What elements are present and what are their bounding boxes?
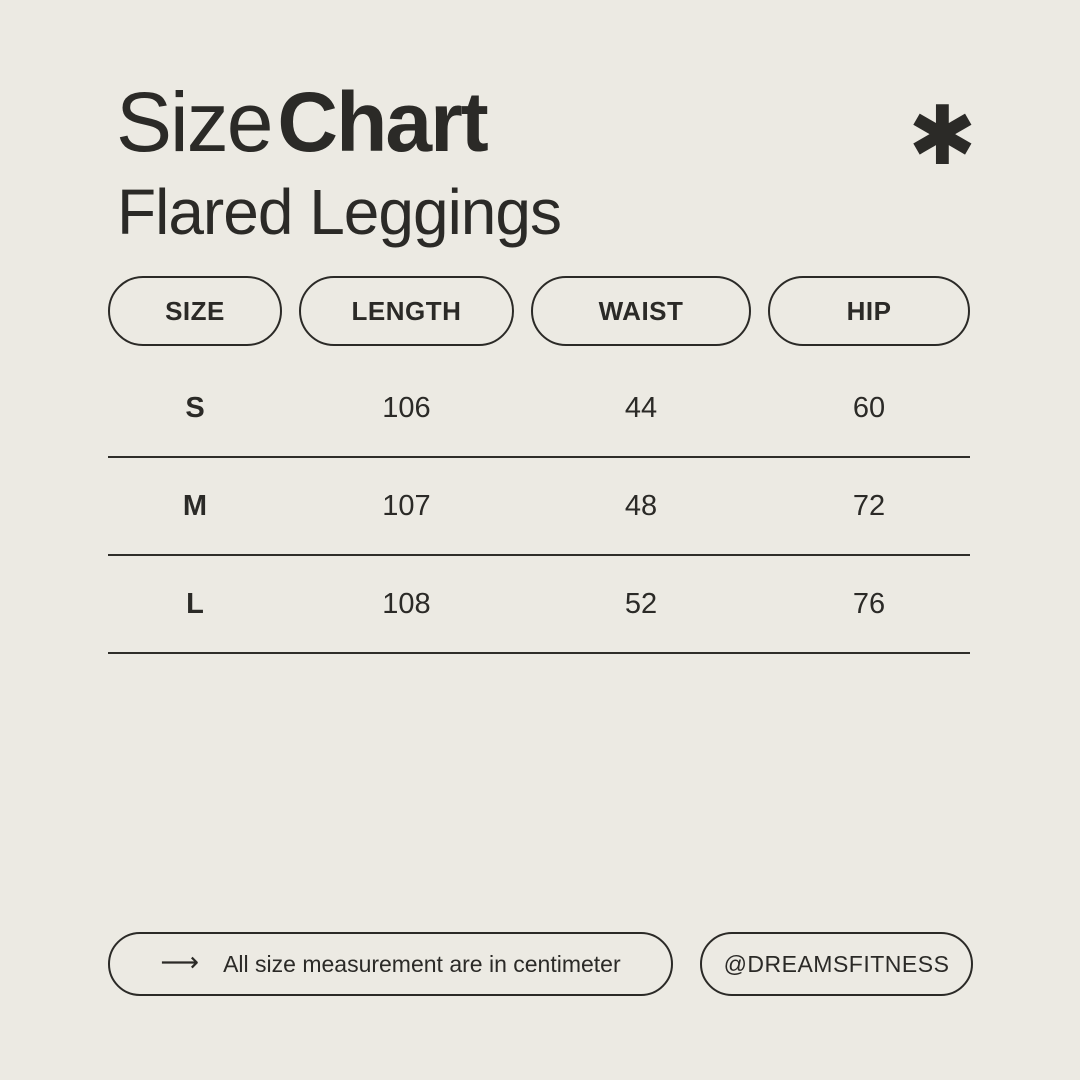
page-title <box>116 75 487 169</box>
asterisk-icon: ✱ <box>908 91 977 182</box>
measurement-note-pill <box>108 932 673 996</box>
column-header-hip: HIP <box>768 276 970 346</box>
cell-length: 106 <box>382 391 431 424</box>
size-table <box>108 360 970 654</box>
cell-hip: 60 <box>852 391 886 424</box>
column-header-length: LENGTH <box>299 276 514 346</box>
cell-hip: 76 <box>852 587 886 620</box>
cell-size: M <box>182 489 208 522</box>
table-row <box>108 556 970 654</box>
cell-waist: 48 <box>624 489 658 522</box>
page-subtitle: Flared Leggings <box>117 176 561 248</box>
brand-handle-pill <box>700 932 973 996</box>
brand-handle-text: @DREAMSFITNESS <box>723 950 950 977</box>
column-header-size: SIZE <box>108 276 282 346</box>
cell-size: S <box>185 391 205 424</box>
cell-length: 107 <box>382 489 431 522</box>
cell-length: 108 <box>382 587 431 620</box>
column-header-waist: WAIST <box>531 276 751 346</box>
title-bold: Chart <box>277 75 487 169</box>
cell-hip: 72 <box>852 489 886 522</box>
cell-size: L <box>186 587 204 620</box>
table-row <box>108 360 970 458</box>
table-row <box>108 458 970 556</box>
cell-waist: 44 <box>624 391 658 424</box>
table-header-row <box>108 276 970 346</box>
title-regular: Size <box>116 75 272 169</box>
right-arrow-icon: ⟶ <box>160 946 200 977</box>
cell-waist: 52 <box>624 587 658 620</box>
measurement-note-text: All size measurement are in centimeter <box>223 950 621 977</box>
